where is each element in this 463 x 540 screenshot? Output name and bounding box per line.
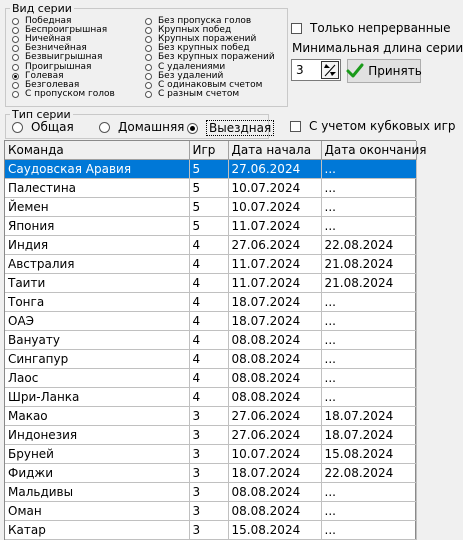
cell-start-date[interactable]: 18.07.2024 bbox=[228, 311, 321, 330]
series-type-option-label: Общая bbox=[31, 120, 74, 134]
cell-team[interactable]: Тонга bbox=[5, 292, 189, 311]
cell-team[interactable]: ОАЭ bbox=[5, 311, 189, 330]
table-row[interactable] bbox=[5, 520, 416, 539]
radio-button[interactable] bbox=[145, 64, 152, 71]
cell-start-date[interactable]: 11.07.2024 bbox=[228, 273, 321, 292]
cell-games[interactable]: 3 bbox=[189, 501, 228, 520]
radio-button[interactable] bbox=[145, 45, 152, 52]
radio-button[interactable] bbox=[12, 73, 19, 80]
only-continuous-label: Только непрерванные bbox=[310, 21, 451, 35]
cell-team[interactable]: Йемен bbox=[5, 197, 189, 216]
cell-end-date[interactable]: ... bbox=[321, 349, 416, 368]
cell-games[interactable]: 4 bbox=[189, 368, 228, 387]
radio-button[interactable] bbox=[12, 91, 19, 98]
series-type-option-label: Домашняя bbox=[118, 120, 185, 134]
cell-team[interactable]: Мальдивы bbox=[5, 482, 189, 501]
table-header-row bbox=[5, 141, 416, 159]
cell-end-date[interactable]: ... bbox=[321, 292, 416, 311]
radio-button[interactable] bbox=[145, 18, 152, 25]
series-kind-option-label: Без крупных поражений bbox=[158, 52, 275, 63]
cell-end-date[interactable]: ... bbox=[321, 387, 416, 406]
cell-start-date[interactable]: 10.07.2024 bbox=[228, 197, 321, 216]
cell-games[interactable]: 3 bbox=[189, 406, 228, 425]
cell-end-date[interactable]: ... bbox=[321, 178, 416, 197]
table-row[interactable] bbox=[5, 273, 416, 292]
radio-button[interactable] bbox=[12, 54, 19, 61]
series-type-option[interactable] bbox=[12, 120, 74, 134]
cell-start-date[interactable]: 18.07.2024 bbox=[228, 463, 321, 482]
cell-end-date[interactable]: ... bbox=[321, 520, 416, 539]
min-length-value[interactable]: 3 bbox=[296, 63, 304, 77]
radio-button[interactable] bbox=[145, 54, 152, 61]
cell-team[interactable]: Бруней bbox=[5, 444, 189, 463]
series-kind-option-label: Безголевая bbox=[25, 79, 80, 90]
cell-start-date[interactable]: 08.08.2024 bbox=[228, 330, 321, 349]
cell-end-date[interactable]: 18.07.2024 bbox=[321, 425, 416, 444]
radio-button[interactable] bbox=[12, 36, 19, 43]
cell-team[interactable]: Палестина bbox=[5, 178, 189, 197]
cell-end-date[interactable]: ... bbox=[321, 501, 416, 520]
table-row[interactable] bbox=[5, 406, 416, 425]
cell-games[interactable]: 4 bbox=[189, 349, 228, 368]
cell-games[interactable]: 4 bbox=[189, 330, 228, 349]
radio-button[interactable] bbox=[99, 122, 110, 133]
cell-games[interactable]: 5 bbox=[189, 159, 228, 178]
cell-end-date[interactable]: ... bbox=[321, 216, 416, 235]
series-type-legend: Тип серии bbox=[12, 108, 71, 121]
series-kind-option-label: С разным счетом bbox=[158, 88, 240, 99]
table-row[interactable] bbox=[5, 254, 416, 273]
table-row[interactable] bbox=[5, 425, 416, 444]
cell-games[interactable]: 4 bbox=[189, 387, 228, 406]
table-row[interactable] bbox=[5, 311, 416, 330]
cell-start-date[interactable]: 10.07.2024 bbox=[228, 178, 321, 197]
cell-start-date[interactable]: 11.07.2024 bbox=[228, 216, 321, 235]
table-row[interactable] bbox=[5, 216, 416, 235]
series-kind-option-label: Беспроигрышная bbox=[25, 25, 108, 36]
series-kind-option-label: Крупных поражений bbox=[158, 34, 257, 45]
radio-button[interactable] bbox=[12, 45, 19, 52]
check-icon bbox=[346, 62, 364, 80]
cell-team[interactable]: Катар bbox=[5, 520, 189, 539]
cell-games[interactable]: 5 bbox=[189, 216, 228, 235]
cell-team[interactable]: Индонезия bbox=[5, 425, 189, 444]
series-kind-option-label: С пропуском голов bbox=[25, 88, 115, 99]
series-type-option[interactable] bbox=[99, 120, 184, 134]
cell-start-date[interactable]: 11.07.2024 bbox=[228, 254, 321, 273]
cell-end-date[interactable]: ... bbox=[321, 311, 416, 330]
cell-team[interactable]: Вануату bbox=[5, 330, 189, 349]
radio-button[interactable] bbox=[12, 64, 19, 71]
table-row[interactable] bbox=[5, 159, 416, 178]
cell-team[interactable]: Лаос bbox=[5, 368, 189, 387]
series-kind-option[interactable] bbox=[145, 90, 239, 99]
series-type-option[interactable] bbox=[187, 120, 274, 136]
cell-games[interactable]: 4 bbox=[189, 273, 228, 292]
cell-games[interactable]: 3 bbox=[189, 520, 228, 539]
table-row[interactable] bbox=[5, 235, 416, 254]
cell-team[interactable]: Австралия bbox=[5, 254, 189, 273]
cell-games[interactable]: 4 bbox=[189, 311, 228, 330]
cell-start-date[interactable]: 27.06.2024 bbox=[228, 425, 321, 444]
radio-button[interactable] bbox=[12, 18, 19, 25]
table-row[interactable] bbox=[5, 368, 416, 387]
table-row[interactable] bbox=[5, 387, 416, 406]
cell-end-date[interactable]: ... bbox=[321, 368, 416, 387]
apply-label: Принять bbox=[368, 64, 422, 78]
series-kind-option-label: Безвыигрышная bbox=[25, 52, 103, 63]
cell-start-date[interactable]: 15.08.2024 bbox=[228, 520, 321, 539]
cell-games[interactable]: 4 bbox=[189, 254, 228, 273]
cell-team[interactable]: Шри-Ланка bbox=[5, 387, 189, 406]
cell-start-date[interactable]: 08.08.2024 bbox=[228, 368, 321, 387]
cell-end-date[interactable]: 21.08.2024 bbox=[321, 273, 416, 292]
cell-end-date[interactable]: ... bbox=[321, 197, 416, 216]
series-kind-option-label: С одинаковым счетом bbox=[158, 79, 263, 90]
col-header-start-date[interactable]: Дата начала bbox=[228, 141, 321, 159]
radio-button[interactable] bbox=[145, 82, 152, 89]
series-kind-option[interactable] bbox=[12, 90, 115, 99]
cell-start-date[interactable]: 18.07.2024 bbox=[228, 292, 321, 311]
cell-team[interactable]: Макао bbox=[5, 406, 189, 425]
with-cups-box[interactable] bbox=[290, 121, 301, 132]
cell-team[interactable]: Сингапур bbox=[5, 349, 189, 368]
table-row[interactable] bbox=[5, 330, 416, 349]
radio-button[interactable] bbox=[12, 27, 19, 34]
cell-end-date[interactable]: 15.08.2024 bbox=[321, 444, 416, 463]
col-header-team[interactable]: Команда bbox=[5, 141, 189, 159]
series-kind-option-label: С удалениями bbox=[158, 61, 226, 72]
series-kind-option-label: Голевая bbox=[25, 70, 64, 81]
table-row[interactable] bbox=[5, 349, 416, 368]
cell-games[interactable]: 4 bbox=[189, 292, 228, 311]
apply-button[interactable] bbox=[347, 59, 421, 83]
cell-team[interactable]: Япония bbox=[5, 216, 189, 235]
spin-arrows-icon[interactable] bbox=[321, 61, 339, 79]
cell-start-date[interactable]: 08.08.2024 bbox=[228, 387, 321, 406]
min-length-label: Минимальная длина серии bbox=[292, 41, 463, 55]
radio-button[interactable] bbox=[145, 27, 152, 34]
table-row[interactable] bbox=[5, 292, 416, 311]
with-cups-label: С учетом кубковых игр bbox=[309, 119, 456, 133]
table-row[interactable] bbox=[5, 197, 416, 216]
series-kind-option-label: Безничейная bbox=[25, 43, 87, 54]
cell-start-date[interactable]: 27.06.2024 bbox=[228, 235, 321, 254]
cell-team[interactable]: Индия bbox=[5, 235, 189, 254]
radio-button[interactable] bbox=[145, 36, 152, 43]
cell-start-date[interactable]: 10.07.2024 bbox=[228, 444, 321, 463]
cell-end-date[interactable]: ... bbox=[321, 482, 416, 501]
cell-games[interactable]: 4 bbox=[189, 235, 228, 254]
col-header-end-date[interactable]: Дата окончания bbox=[321, 141, 416, 159]
col-header-games[interactable]: Игр bbox=[189, 141, 228, 159]
only-continuous-box[interactable] bbox=[291, 23, 302, 34]
cell-team[interactable]: Оман bbox=[5, 501, 189, 520]
cell-end-date[interactable]: ... bbox=[321, 330, 416, 349]
cell-games[interactable]: 3 bbox=[189, 444, 228, 463]
cell-team[interactable]: Саудовская Аравия bbox=[5, 159, 189, 178]
series-kind-option-label: Без пропуска голов bbox=[158, 16, 252, 26]
table-row[interactable] bbox=[5, 444, 416, 463]
cell-games[interactable]: 5 bbox=[189, 178, 228, 197]
cell-games[interactable]: 3 bbox=[189, 425, 228, 444]
with-cups-checkbox[interactable] bbox=[290, 119, 456, 133]
cell-team[interactable]: Таити bbox=[5, 273, 189, 292]
series-kind-option-label: Крупных побед bbox=[158, 25, 232, 36]
table-row[interactable] bbox=[5, 178, 416, 197]
series-kind-option-label: Без удалений bbox=[158, 70, 224, 81]
series-kind-legend: Вид серии bbox=[12, 2, 72, 15]
series-kind-option-label: Ничейная bbox=[25, 34, 72, 45]
cell-end-date[interactable]: 22.08.2024 bbox=[321, 463, 416, 482]
cell-games[interactable]: 3 bbox=[189, 463, 228, 482]
cell-start-date[interactable]: 08.08.2024 bbox=[228, 349, 321, 368]
cell-start-date[interactable]: 27.06.2024 bbox=[228, 159, 321, 178]
cell-games[interactable]: 3 bbox=[189, 482, 228, 501]
cell-start-date[interactable]: 08.08.2024 bbox=[228, 482, 321, 501]
series-kind-option-label: Без крупных побед bbox=[158, 43, 250, 54]
cell-end-date[interactable]: 18.07.2024 bbox=[321, 406, 416, 425]
cell-end-date[interactable]: ... bbox=[321, 159, 416, 178]
radio-button[interactable] bbox=[145, 73, 152, 80]
radio-button[interactable] bbox=[145, 91, 152, 98]
radio-button[interactable] bbox=[12, 122, 23, 133]
table-row[interactable] bbox=[5, 482, 416, 501]
cell-start-date[interactable]: 08.08.2024 bbox=[228, 501, 321, 520]
cell-games[interactable]: 5 bbox=[189, 197, 228, 216]
series-kind-option-label: Победная bbox=[25, 16, 72, 26]
series-table[interactable] bbox=[4, 140, 427, 540]
radio-button[interactable] bbox=[187, 123, 198, 134]
table-row[interactable] bbox=[5, 463, 416, 482]
series-type-option-label: Выездная bbox=[206, 120, 274, 136]
cell-end-date[interactable]: 22.08.2024 bbox=[321, 235, 416, 254]
cell-team[interactable]: Фиджи bbox=[5, 463, 189, 482]
min-length-spinner[interactable] bbox=[291, 59, 341, 81]
table-row[interactable] bbox=[5, 501, 416, 520]
series-kind-option-label: Проигрышная bbox=[25, 61, 92, 72]
radio-button[interactable] bbox=[12, 82, 19, 89]
cell-end-date[interactable]: 21.08.2024 bbox=[321, 254, 416, 273]
cell-start-date[interactable]: 27.06.2024 bbox=[228, 406, 321, 425]
table-body bbox=[5, 159, 416, 539]
only-continuous-checkbox[interactable] bbox=[291, 21, 450, 35]
